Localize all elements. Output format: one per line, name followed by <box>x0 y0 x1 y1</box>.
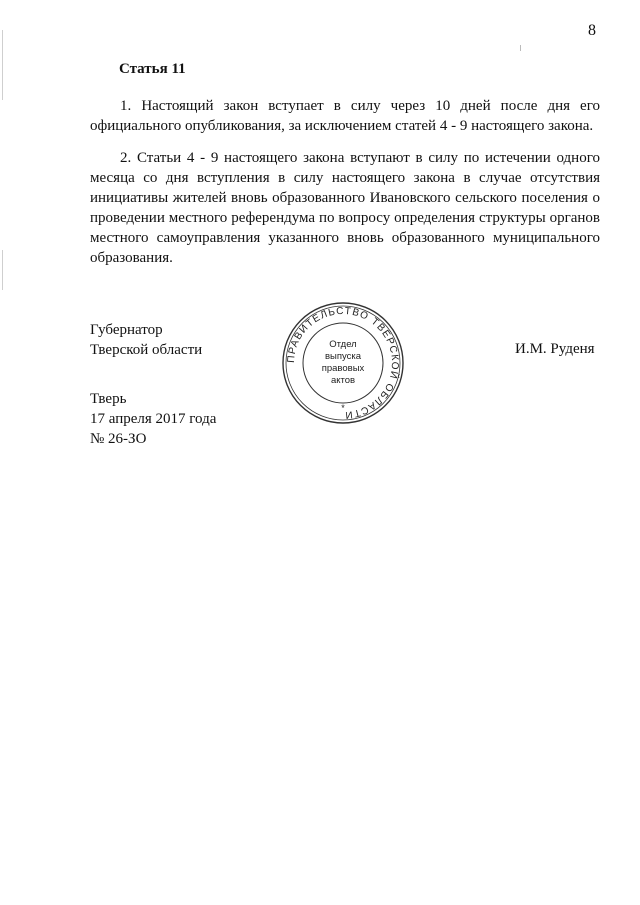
svg-text:*: * <box>341 403 345 413</box>
paragraph-text: 2. Статьи 4 - 9 настоящего закона вступают в силу по истечении одного месяца со дня вступления в силу настоящего закона в случае отсутствия инициативы жителей вновь образованного Ивановского сельского поселения о проведении местного референдума по вопросу определения структуры органов местного самоуправления указанного вновь образованного муниципального образования. <box>90 150 600 266</box>
stamp-line: актов <box>330 375 356 386</box>
city: Тверь <box>90 391 127 407</box>
article-paragraph-2 <box>90 148 600 268</box>
paragraph-text: 1. Настоящий закон вступает в силу через 10 дней после дня его официального опубликования, за исключением статей 4 - 9 настоящего закона. <box>90 98 600 134</box>
stamp-ring-text: ПРАВИТЕЛЬСТВО ТВЕРСКОЙ ОБЛАСТИ <box>285 305 401 421</box>
signatory-title-line-1: Губернатор <box>90 322 163 338</box>
article-heading: Статья 11 <box>119 61 186 77</box>
scan-edge-mark <box>2 30 3 100</box>
signatory-title-line-2: Тверской области <box>90 342 203 358</box>
signing-date: 17 апреля 2017 года <box>90 411 217 427</box>
stamp-line: Отдел <box>329 339 357 350</box>
stamp-line: правовых <box>321 363 365 374</box>
place-date-block <box>90 389 216 449</box>
stamp-inner-text <box>280 300 406 426</box>
signatory-title <box>90 320 202 360</box>
signer-name: И.М. Руденя <box>515 341 595 357</box>
page-number: 8 <box>588 22 596 39</box>
stamp-line: выпуска <box>324 351 362 362</box>
article-paragraph-1 <box>90 96 600 136</box>
scan-edge-mark <box>2 250 3 290</box>
law-number: № 26-ЗО <box>90 431 147 447</box>
official-stamp <box>280 300 406 426</box>
scan-mark <box>520 45 521 51</box>
